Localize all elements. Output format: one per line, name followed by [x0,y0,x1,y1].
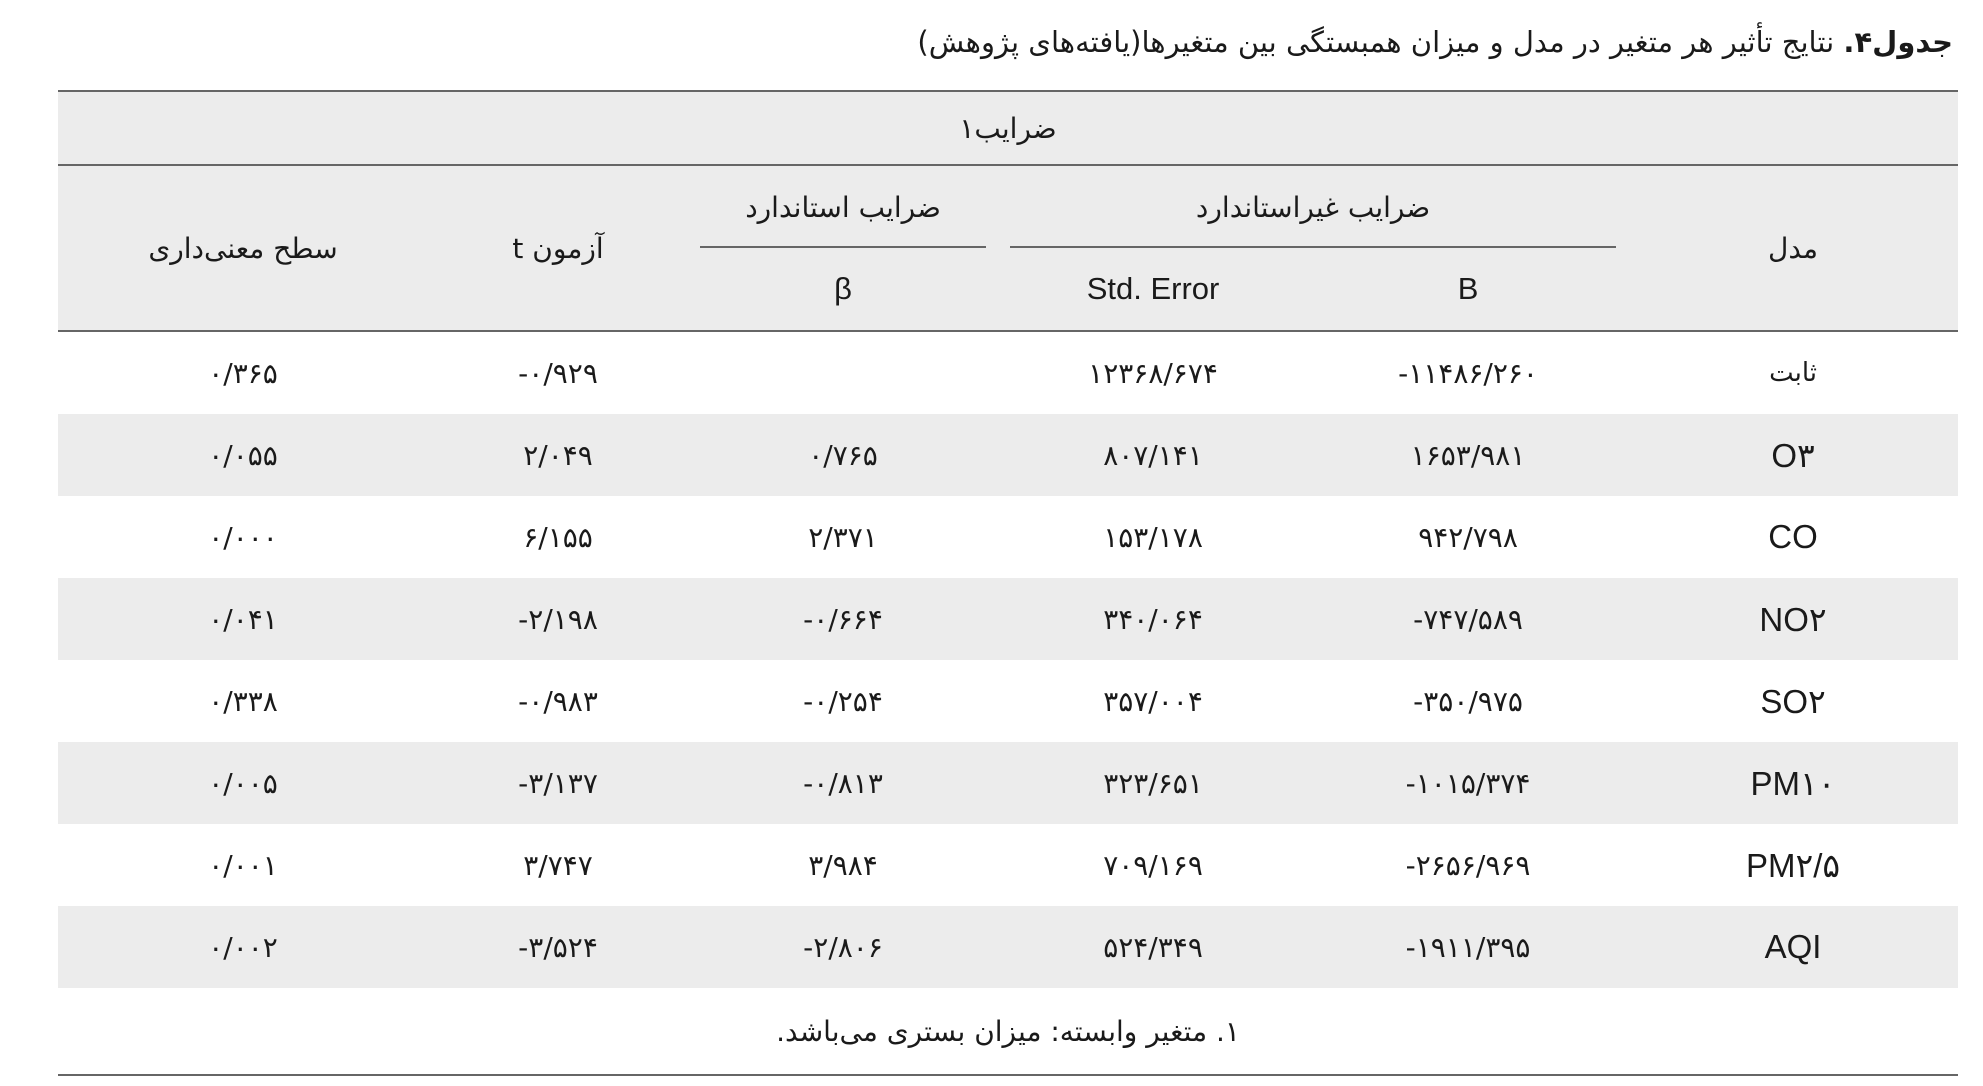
cell-std-error: ۱۲۳۶۸/۶۷۴ [1088,356,1218,390]
table-row [58,496,1958,578]
table-row [58,578,1958,660]
caption-text: نتایج تأثیر هر متغیر در مدل و میزان همبستگی بین متغیرها(یافته‌های پژوهش) [917,25,1844,59]
cell-beta: -۰/۶۶۴ [688,578,998,660]
cell-beta: -۰/۸۱۳ [688,742,998,824]
cell-beta: ۲/۳۷۱ [808,520,878,554]
cell-std-error: ۸۰۷/۱۴۱ [998,414,1308,496]
cell-std-error: ۷۰۹/۱۶۹ [1103,848,1203,882]
header-beta: β [688,248,998,331]
cell-b: -۱۹۱۱/۳۹۵ [1308,906,1628,988]
header-row-1 [58,165,1958,248]
cell-sig: ۰/۳۶۵ [208,356,278,390]
cell-t: -۲/۱۹۸ [428,578,688,660]
cell-std-error: ۱۵۳/۱۷۸ [1103,520,1203,554]
cell-sig: ۰/۰۴۱ [58,578,428,660]
table-row [58,742,1958,824]
cell-t: ۲/۰۴۹ [428,414,688,496]
cell-model: PM۱۰ [1628,742,1958,824]
table-caption [30,22,1953,62]
cell-std-error: ۳۲۳/۶۵۱ [998,742,1308,824]
coefficients-table [58,90,1958,1076]
cell-b: ۹۴۲/۷۹۸ [1418,520,1518,554]
cell-model: SO۲ [1760,682,1826,720]
table-title: ضرایب۱ [58,91,1958,165]
cell-t: ۶/۱۵۵ [523,520,593,554]
header-model: مدل [1628,165,1958,331]
table-row [58,414,1958,496]
cell-model: PM۲/۵ [1745,846,1841,884]
cell-beta: ۰/۷۶۵ [688,414,998,496]
cell-b: ۱۶۵۳/۹۸۱ [1308,414,1628,496]
header-std-error: Std. Error [998,248,1308,331]
cell-sig: ۰/۰۵۵ [58,414,428,496]
header-b: B [1308,248,1628,331]
table-row [58,331,1958,414]
cell-model: AQI [1628,906,1958,988]
cell-t: -۰/۹۲۹ [518,356,598,390]
table-row [58,824,1958,906]
cell-t: -۳/۵۲۴ [428,906,688,988]
header-significance: سطح معنی‌داری [58,165,428,331]
cell-sig: ۰/۳۳۸ [208,684,278,718]
footnote-row [58,988,1958,1075]
cell-model: CO [1768,518,1818,555]
caption-label: جدول۴. [1843,25,1953,59]
cell-beta: -۲/۸۰۶ [688,906,998,988]
cell-sig: ۰/۰۰۵ [58,742,428,824]
cell-b: -۷۴۷/۵۸۹ [1308,578,1628,660]
cell-t: ۳/۷۴۷ [523,848,593,882]
cell-sig: ۰/۰۰۲ [58,906,428,988]
cell-t: -۳/۱۳۷ [428,742,688,824]
header-t-test: آزمون t [428,165,688,331]
cell-model: NO۲ [1628,578,1958,660]
table-footnote: ۱. متغیر وابسته: میزان بستری می‌باشد. [58,988,1958,1075]
cell-b: -۱۱۴۸۶/۲۶۰ [1398,356,1538,390]
cell-std-error: ۳۴۰/۰۶۴ [998,578,1308,660]
cell-model: O۳ [1628,414,1958,496]
cell-sig: ۰/۰۰۰ [208,520,278,554]
cell-std-error: ۳۵۷/۰۰۴ [1103,684,1203,718]
cell-t: -۰/۹۸۳ [518,684,598,718]
table-row [58,660,1958,742]
header-unstandardized: ضرایب غیراستاندارد [998,165,1628,248]
cell-std-error: ۵۲۴/۳۴۹ [998,906,1308,988]
table-title-row [58,91,1958,165]
cell-beta: ۳/۹۸۴ [808,848,878,882]
cell-b: -۲۶۵۶/۹۶۹ [1405,848,1531,882]
header-standardized: ضرایب استاندارد [688,165,998,248]
cell-b: -۱۰۱۵/۳۷۴ [1308,742,1628,824]
cell-sig: ۰/۰۰۱ [208,848,278,882]
cell-beta [688,331,998,414]
table-row [58,906,1958,988]
cell-model: ثابت [1769,358,1817,388]
cell-beta: -۰/۲۵۴ [803,684,883,718]
cell-b: -۳۵۰/۹۷۵ [1413,684,1523,718]
